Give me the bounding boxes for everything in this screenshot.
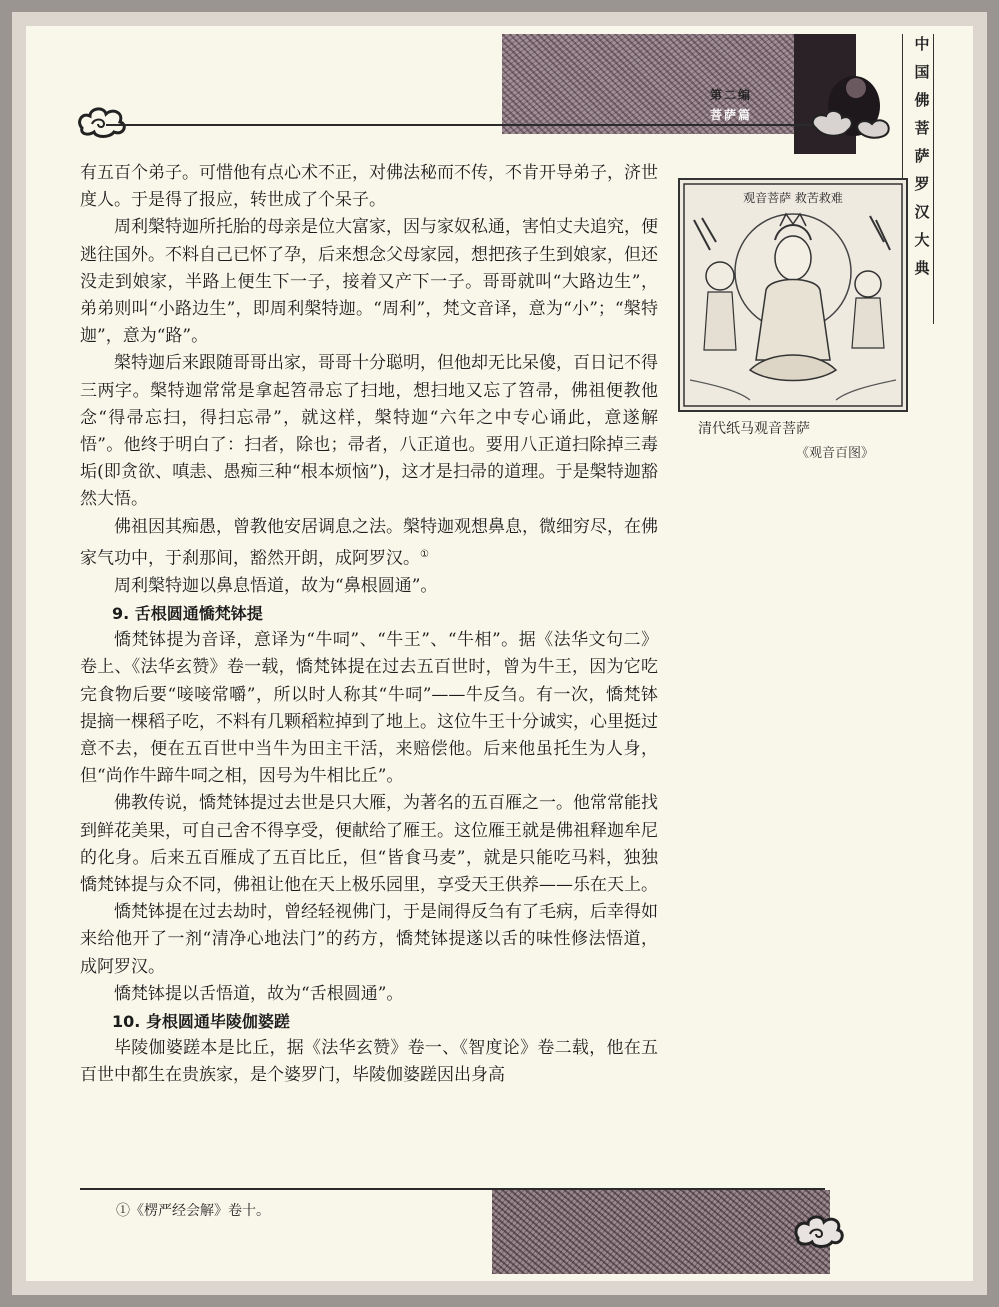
footnote-marker: ① [420, 548, 429, 560]
figure-caption: 清代纸马观音菩萨 [698, 421, 810, 437]
paragraph: 槃特迦后来跟随哥哥出家，哥哥十分聪明，但他却无比呆傻，百日记不得三两字。槃特迦常常是拿起笤帚忘了扫地，想扫地又忘了笤帚，佛祖便教他念“得帚忘扫，得扫忘帚”，就这样，槃特迦“六年之中专心诵此，意遂解悟”。他终于明白了：扫者，除也；帚者，八正道也。要用八正道扫除掉三毒垢(即贪欲、嗔恚、愚痴三种“根本烦恼”)，这才是扫帚的道理。于是槃特迦豁然大悟。 [80, 353, 658, 510]
cloud-ornament-icon [792, 1210, 848, 1250]
book-page [26, 26, 973, 1281]
paragraph: 憍梵钵提为音译，意译为“牛呞”、“牛王”、“牛相”。据《法华文句二》卷上、《法华玄赞》卷一载，憍梵钵提在过去五百世时，曾为牛王，因为它吃完食物后要“唼唼常嚼”，所以时人称其“牛呞”——牛反刍。有一次，憍梵钵提摘一棵稻子吃，不料有几颗稻粒掉到了地上。这位牛王十分诚实，心里挺过意不去，便在五百世中当牛为田主干活，来赔偿他。后来他虽托生为人身，但“尚作牛蹄牛呞之相，因号为牛相比丘”。 [80, 630, 658, 787]
paragraph: 佛教传说，憍梵钵提过去世是只大雁，为著名的五百雁之一。他常常能找到鲜花美果，可自己舍不得享受，便献给了雁王。这位雁王就是佛祖释迦牟尼的化身。后来五百雁成了五百比丘，但“皆食马麦”，就是只能吃马料，独独憍梵钵提与众不同，佛祖让他在天上极乐园里，享受天王供养——乐在天上。 [80, 793, 658, 895]
chapter-label: 第二编 [710, 88, 753, 102]
paragraph: 周利槃特迦以鼻息悟道，故为“鼻根圆通”。 [114, 575, 438, 596]
figure-source: 《观音百图》 [796, 446, 875, 461]
header-decoration [502, 34, 802, 134]
woodblock-inscription: 观音菩萨 救苦救难 [743, 191, 843, 205]
cloud-ornament-icon [76, 104, 128, 140]
paragraph [80, 514, 658, 573]
paragraph-text: 佛祖因其痴愚，曾教他安居调息之法。槃特迦观想鼻息，微细穷尽，在佛家气功中，于刹那间，豁然开朗，成阿罗汉。 [80, 516, 658, 569]
footnote: ①《楞严经会解》卷十。 [116, 1203, 270, 1219]
guanyin-woodblock-image [678, 178, 908, 412]
paragraph: 周利槃特迦所托胎的母亲是位大富家，因与家奴私通，害怕丈夫追究，便逃往国外。不料自己已怀了孕，后来想念父母家园，想把孩子生到娘家，但还没走到娘家，半路上便生下一子，接着又产下一子。哥哥就叫“大路边生”，弟弟则叫“小路边生”，即周利槃特迦。“周利”，梵文音译，意为“小”；“槃特迦”，意为“路”。 [80, 217, 658, 347]
body-text [80, 160, 658, 1090]
paragraph: 憍梵钵提以舌悟道，故为“舌根圆通”。 [114, 983, 404, 1004]
section-heading: 9. 舌根圆通憍梵钵提 [112, 603, 263, 623]
guardian-figure-icon [806, 66, 896, 146]
section-label: 菩萨篇 [710, 108, 753, 122]
guanyin-woodblock-drawing [680, 180, 906, 410]
book-side-title: 中国佛菩萨罗汉大典 [914, 35, 930, 277]
paragraph: 有五百个弟子。可惜他有点心术不正，对佛法秘而不传，不肯开导弟子，济世度人。于是得了报应，转世成了个呆子。 [80, 163, 658, 211]
footer-decoration [492, 1190, 830, 1274]
paragraph: 毕陵伽婆蹉本是比丘，据《法华玄赞》卷一、《智度论》卷二载，他在五百世中都生在贵族家，是个婆罗门，毕陵伽婆蹉因出身高 [80, 1038, 658, 1086]
header-rule [106, 124, 814, 126]
section-heading: 10. 身根圆通毕陵伽婆蹉 [112, 1011, 290, 1031]
paragraph: 憍梵钵提在过去劫时，曾经轻视佛门，于是闹得反刍有了毛病，后幸得如来给他开了一剂“清净心地法门”的药方，憍梵钵提遂以舌的味性修法悟道，成阿罗汉。 [80, 902, 658, 977]
